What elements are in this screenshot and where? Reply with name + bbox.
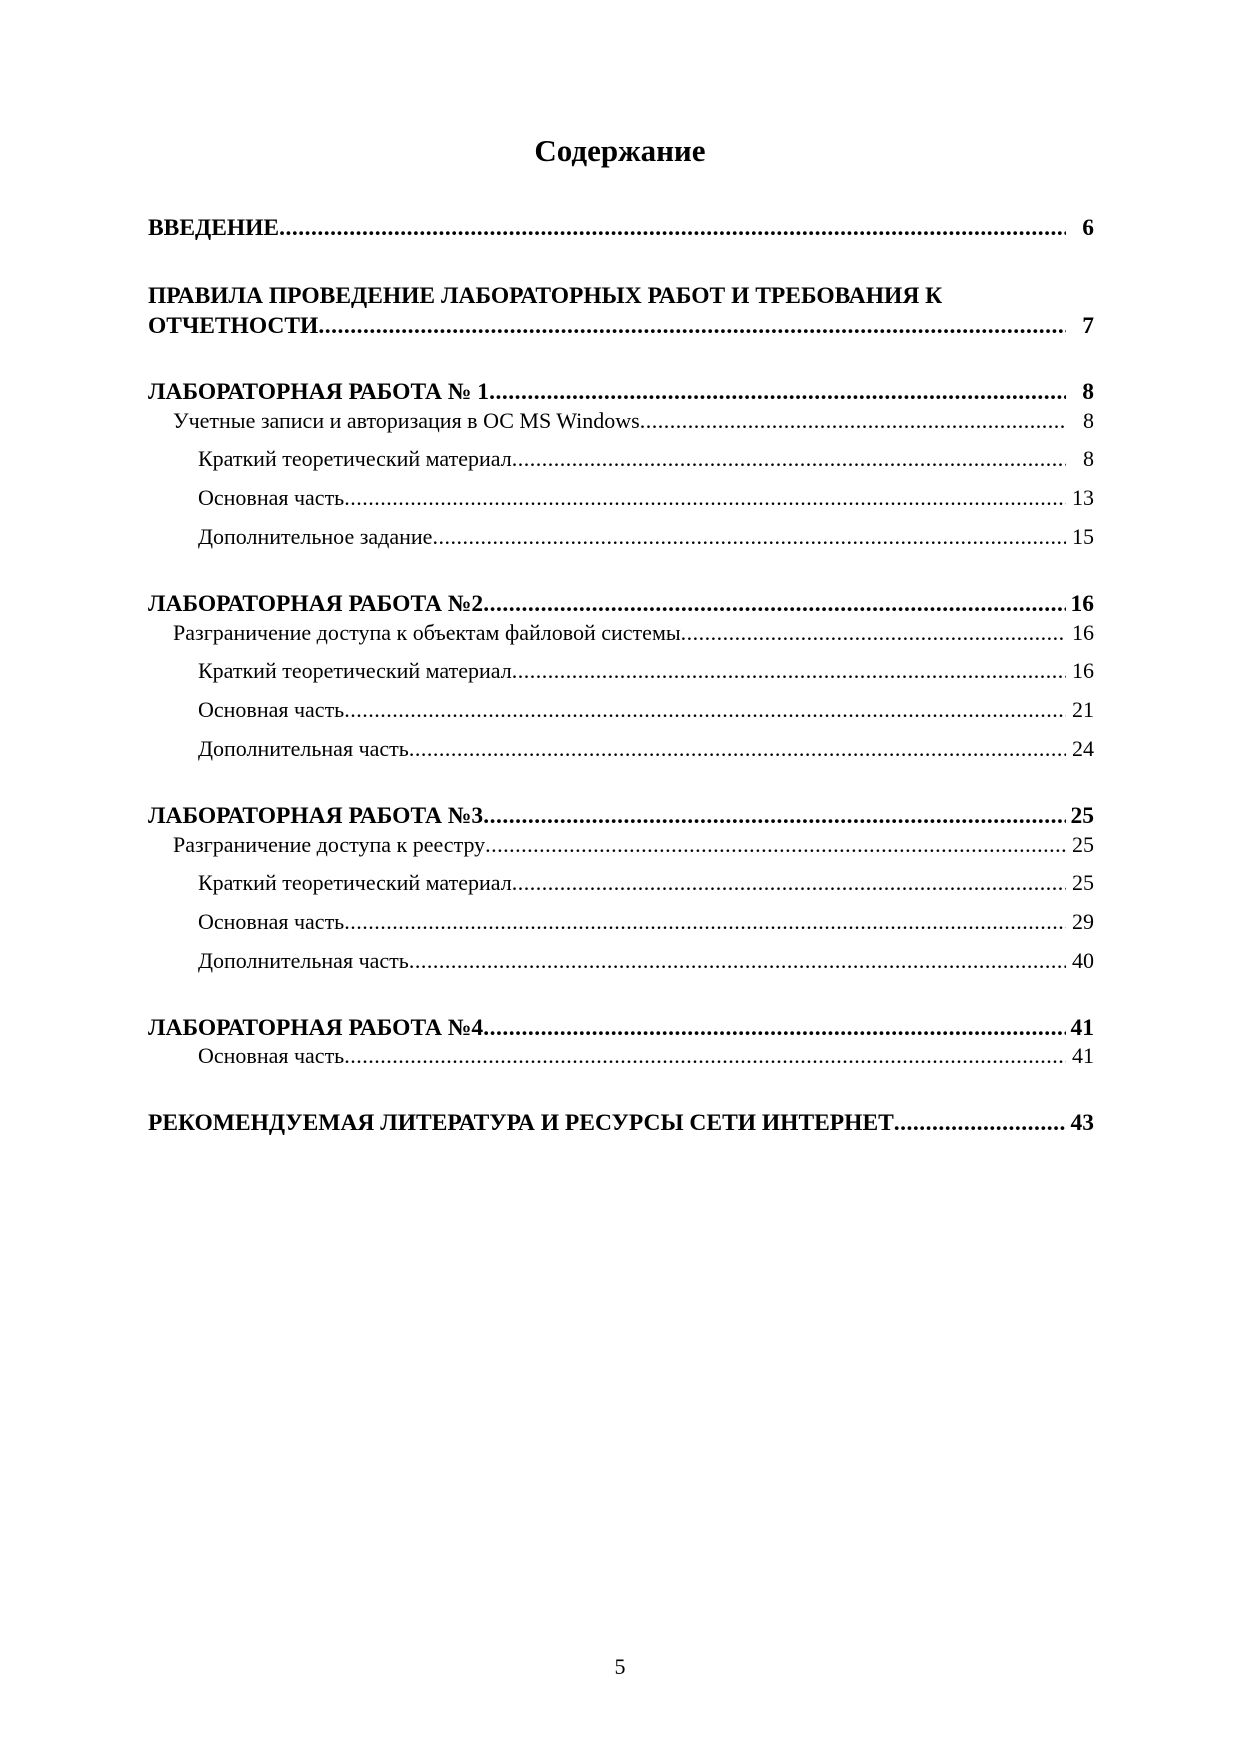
toc-entry-lab4[interactable] [148,1013,1094,1043]
toc-entry-label: Разграничение доступа к реестру [173,832,486,857]
toc-entry-label: Разграничение доступа к объектам файловой системы [173,620,681,645]
toc-entry-page: 40 [1072,948,1094,973]
toc-entry-lab1-section[interactable] [173,406,1094,436]
toc-entry-page: 16 [1072,658,1094,683]
toc-entry-lab1-item[interactable] [198,444,1094,474]
dot-leader [512,868,1066,898]
toc-entry-lab2-item[interactable] [198,656,1094,686]
toc-entry-label: Основная часть [198,909,345,934]
dot-leader [512,656,1066,686]
toc-entry-lab2-section[interactable] [173,618,1094,648]
dot-leader [483,589,1066,619]
toc-entry-page: 16 [1072,620,1094,645]
toc-entry-label: ЛАБОРАТОРНАЯ РАБОТА №3 [148,803,484,829]
toc-entry-page: 15 [1072,524,1094,549]
toc-entry-label: ЛАБОРАТОРНАЯ РАБОТА №2 [148,591,484,617]
dot-leader [640,406,1066,436]
toc-entry-lab4-item[interactable] [198,1041,1094,1071]
toc-entry-page: 16 [1070,591,1094,617]
toc-entry-lab1-item[interactable] [198,522,1094,552]
toc-entry-label: ЛАБОРАТОРНАЯ РАБОТА №4 [148,1015,484,1041]
toc-entry-page: 24 [1072,736,1094,761]
dot-leader [409,946,1066,976]
toc-entry-label: Краткий теоретический материал [198,870,512,895]
toc-entry-label: ОТЧЕТНОСТИ [148,313,319,339]
dot-leader [344,907,1066,937]
toc-entry-page: 8 [1082,379,1094,405]
dot-leader [483,1013,1066,1043]
toc-entry-page: 41 [1072,1043,1094,1068]
toc-entry-page: 25 [1070,803,1094,829]
toc-entry-page: 41 [1070,1015,1094,1041]
toc-entry-rules[interactable] [148,311,1094,341]
toc-entry-label: Краткий теоретический материал [198,446,512,471]
toc-entry-page: 8 [1083,408,1094,433]
toc-entry-lab1-item[interactable] [198,483,1094,513]
toc-entry-label: ВВЕДЕНИЕ [148,215,280,241]
dot-leader [344,695,1066,725]
toc-entry-page: 21 [1072,697,1094,722]
page-title: Содержание [534,133,706,168]
dot-leader [432,522,1066,552]
toc-entry-page: 8 [1083,446,1094,471]
toc-entry-page: 7 [1082,313,1094,339]
toc-entry-lab3[interactable] [148,801,1094,831]
toc-entry-label: РЕКОМЕНДУЕМАЯ ЛИТЕРАТУРА И РЕСУРСЫ СЕТИ ИНТЕРНЕТ [148,1110,894,1136]
dot-leader [483,801,1066,831]
dot-leader [512,444,1066,474]
toc-entry-label: Дополнительная часть [198,948,409,973]
toc-entry-page: 13 [1072,485,1094,510]
dot-leader [344,1041,1066,1071]
toc-entry-label: ЛАБОРАТОРНАЯ РАБОТА № 1 [148,379,490,405]
page-number: 5 [614,1654,626,1679]
dot-leader [681,618,1066,648]
toc-entry-lab3-item[interactable] [198,868,1094,898]
toc-entry-page: 25 [1072,832,1094,857]
toc-entry-label: Основная часть [198,697,345,722]
toc-entry-lab3-section[interactable] [173,830,1094,860]
toc-entry-label: Основная часть [198,485,345,510]
toc-entry-literature[interactable] [148,1108,1094,1138]
toc-entry-page: 6 [1082,215,1094,241]
toc-entry-intro[interactable] [148,213,1094,243]
dot-leader [318,311,1066,341]
toc-entry-lab3-item[interactable] [198,907,1094,937]
toc-entry-lab2[interactable] [148,589,1094,619]
toc-entry-page: 43 [1070,1110,1094,1136]
dot-leader [409,734,1066,764]
toc-entry-label: Дополнительная часть [198,736,409,761]
dot-leader [489,377,1066,407]
dot-leader [485,830,1066,860]
toc-entry-label: Краткий теоретический материал [198,658,512,683]
dot-leader [344,483,1066,513]
toc-entry-lab3-item[interactable] [198,946,1094,976]
dot-leader [279,213,1066,243]
toc-entry-label: Учетные записи и авторизация в ОС MS Windows [173,408,640,433]
toc-entry-lab2-item[interactable] [198,734,1094,764]
toc-entry-label: Дополнительное задание [198,524,433,549]
toc-entry-lab2-item[interactable] [198,695,1094,725]
dot-leader [894,1108,1066,1138]
toc-entry-rules-line1[interactable]: ПРАВИЛА ПРОВЕДЕНИЕ ЛАБОРАТОРНЫХ РАБОТ И ТРЕБОВАНИЯ К [148,283,943,309]
toc-entry-page: 29 [1072,909,1094,934]
toc-entry-lab1[interactable] [148,377,1094,407]
toc-entry-label: Основная часть [198,1043,345,1068]
toc-entry-page: 25 [1072,870,1094,895]
